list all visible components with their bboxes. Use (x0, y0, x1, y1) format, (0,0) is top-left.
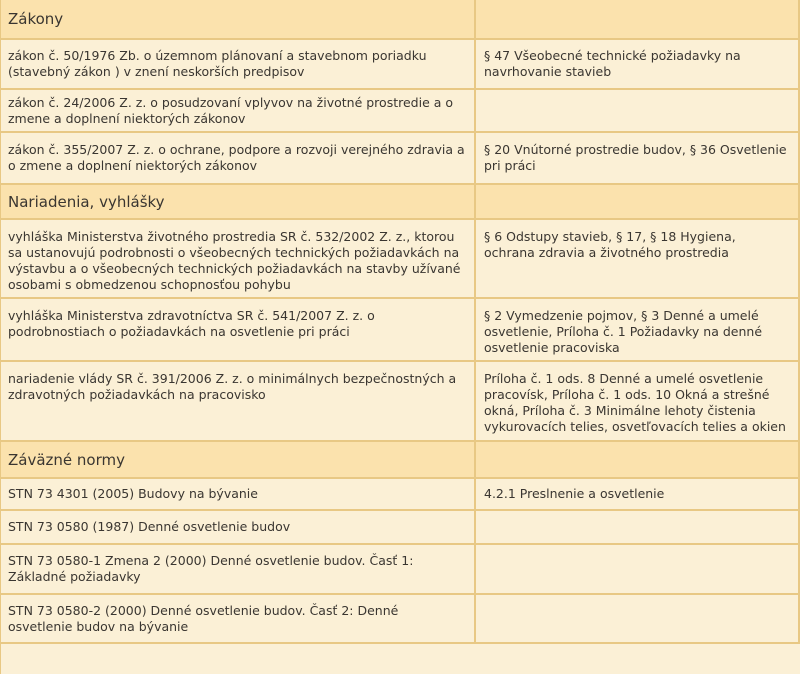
table-cell-right (476, 511, 800, 545)
table-cell-left: STN 73 0580-1 Zmena 2 (2000) Denné osvetlenie budov. Časť 1: Základné požiadavky (0, 545, 476, 595)
table-cell-left: vyhláška Ministerstva zdravotníctva SR č. 541/2007 Z. z. o podrobnostiach o požiadavkách na osvetlenie pri práci (0, 299, 476, 362)
table-cell-left: nariadenie vlády SR č. 391/2006 Z. z. o minimálnych bezpečnostných a zdravotných požiadavkách na pracovisko (0, 362, 476, 442)
section-header-norms-right (476, 442, 800, 479)
table-cell-left: zákon č. 50/1976 Zb. o územnom plánovaní a stavebnom poriadku (stavebný zákon ) v znení neskorších predpisov (0, 40, 476, 90)
table-cell-right: § 6 Odstupy stavieb, § 17, § 18 Hygiena, ochrana zdravia a životného prostredia (476, 220, 800, 299)
table-cell-right: § 2 Vymedzenie pojmov, § 3 Denné a umelé osvetlenie, Príloha č. 1 Požiadavky na denné osvetlenie pracoviska (476, 299, 800, 362)
table-cell-right (476, 545, 800, 595)
table-cell-left: vyhláška Ministerstva životného prostredia SR č. 532/2002 Z. z., ktorou sa ustanovujú podrobnosti o všeobecných technických požiadavkách na výstavbu a o všeobecných technických požiadavkách na stavby užívané osobami s obmedzenou schopnosťou pohybu (0, 220, 476, 299)
section-header-regulations-right (476, 185, 800, 220)
section-header-regulations: Nariadenia, vyhlášky (0, 185, 476, 220)
table-cell-right: Príloha č. 1 ods. 8 Denné a umelé osvetlenie pracovísk, Príloha č. 1 ods. 10 Okná a strešné okná, Príloha č. 3 Minimálne lehoty čistenia vykurovacích telies, osvetľovacích telies a okien (476, 362, 800, 442)
table-cell-left: STN 73 0580-2 (2000) Denné osvetlenie budov. Časť 2: Denné osvetlenie budov na bývanie (0, 595, 476, 644)
section-header-laws: Zákony (0, 0, 476, 40)
table-cell-left: zákon č. 355/2007 Z. z. o ochrane, podpore a rozvoji verejného zdravia a o zmene a doplnení niektorých zákonov (0, 133, 476, 185)
table-cell-right: § 20 Vnútorné prostredie budov, § 36 Osvetlenie pri práci (476, 133, 800, 185)
section-header-norms: Záväzné normy (0, 442, 476, 479)
table-cell-left: zákon č. 24/2006 Z. z. o posudzovaní vplyvov na životné prostredie a o zmene a doplnení niektorých zákonov (0, 90, 476, 133)
table-cell-left: STN 73 0580 (1987) Denné osvetlenie budov (0, 511, 476, 545)
table-cell-left: STN 73 4301 (2005) Budovy na bývanie (0, 479, 476, 511)
table-cell-right: 4.2.1 Preslnenie a osvetlenie (476, 479, 800, 511)
table-cell-right: § 47 Všeobecné technické požiadavky na navrhovanie stavieb (476, 40, 800, 90)
table-cell-right (476, 595, 800, 644)
table-cell-right (476, 90, 800, 133)
section-header-laws-right (476, 0, 800, 40)
